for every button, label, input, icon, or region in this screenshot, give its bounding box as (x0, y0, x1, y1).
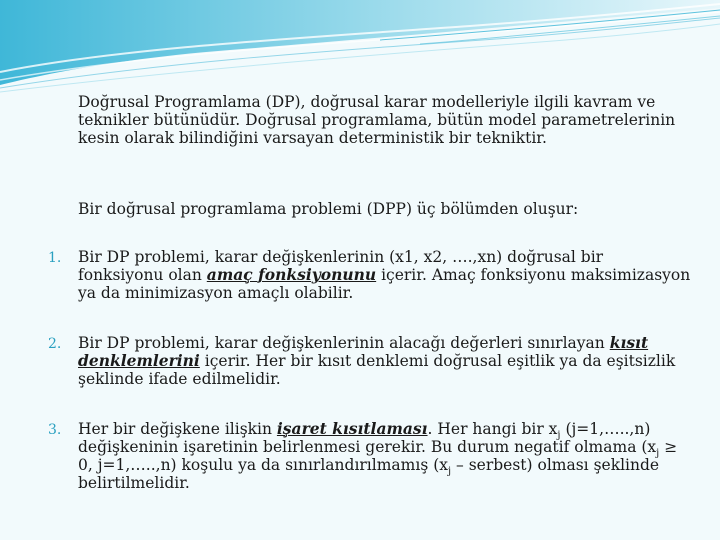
list-number: 1. (48, 250, 62, 266)
emphasis-text: kısıt denklemlerini (78, 333, 649, 370)
list-item: Bir DP problemi, karar değişkenlerinin alacağı değerleri sınırlayan kısıt denklemlerini içerir. Her bir kısıt denklemi doğrusal eşitlik ya da eşitsizlik şeklinde ifade edilmelidir. (78, 333, 676, 388)
list-number: 3. (48, 422, 62, 438)
intro-paragraph: Doğrusal Programlama (DP), doğrusal karar modelleriyle ilgili kavram ve teknikler bütünüdür. Doğrusal programlama, bütün model parametrelerinin kesin olarak bilindiğini varsayan deterministik bir tekniktir. (78, 93, 676, 147)
list-item: Her bir değişkene ilişkin işaret kısıtlaması. Her hangi bir $x_j$ (j=1,…..,n) değişkeninin işaretinin belirlenmesi gerekir. Bu durum negatif olmama ($x_j \ge 0$, j=1,…..,n) koşulu ya da sınırlandırılmamış ($x_j$ – serbest) olması şeklinde belirtilmelidir. (78, 419, 678, 492)
list-item: Bir DP problemi, karar değişkenlerinin (x1, x2, ….,xn) doğrusal bir fonksiyonu olan amaç fonksiyonunu içerir. Amaç fonksiyonu maksimizasyon ya da minimizasyon amaçlı olabilir. (78, 248, 691, 302)
emphasis-text: işaret kısıtlaması (276, 419, 428, 438)
intro-lead: Bir doğrusal programlama problemi (DPP) üç bölümden oluşur: (78, 200, 579, 218)
emphasis-text: amaç fonksiyonunu (206, 265, 377, 284)
list-number: 2. (48, 336, 62, 352)
